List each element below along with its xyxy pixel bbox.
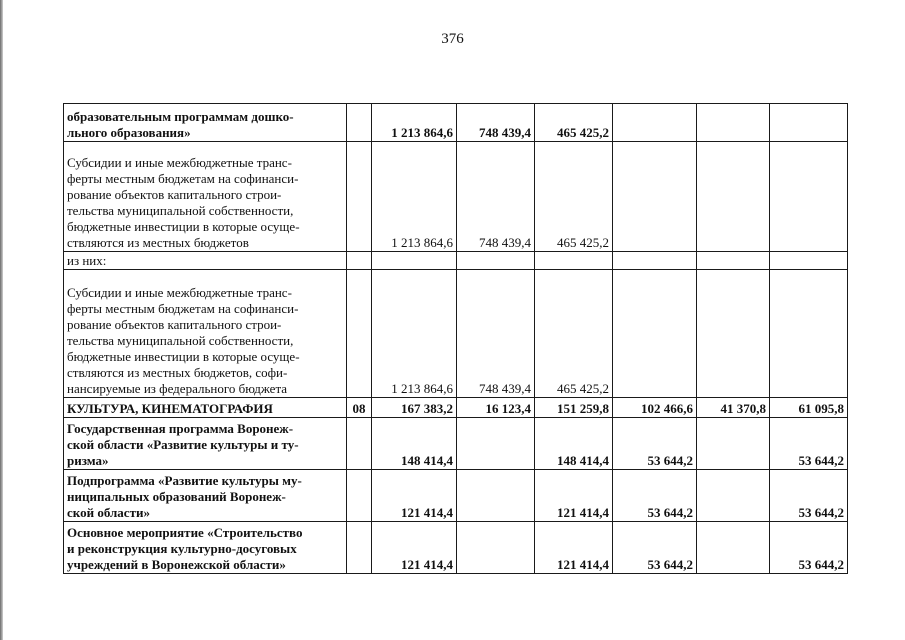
- row-name-line: Основное мероприятие «Строительство: [67, 525, 303, 540]
- regional-column-cell: 148 414,4: [535, 418, 613, 470]
- table-row: [64, 470, 848, 522]
- row-name-cell: [64, 104, 347, 142]
- total-2-column-cell: 53 644,2: [613, 470, 697, 522]
- row-name-cell: [64, 252, 347, 270]
- regional-2-column-cell: [770, 252, 848, 270]
- federal-column-cell: 748 439,4: [457, 104, 535, 142]
- regional-column-cell: 465 425,2: [535, 270, 613, 398]
- row-name-line: и реконструкция культурно-досуговых: [67, 541, 297, 556]
- federal-2-column-cell: [697, 142, 770, 252]
- row-name-cell: [64, 270, 347, 398]
- table-row: [64, 522, 848, 574]
- section-code-cell: [347, 418, 372, 470]
- regional-2-column-cell: [770, 142, 848, 252]
- row-name-cell: [64, 418, 347, 470]
- table-row: [64, 142, 848, 252]
- row-name-line: ствляются из местных бюджетов, софи-: [67, 365, 288, 380]
- federal-column-cell: 748 439,4: [457, 142, 535, 252]
- row-name-line: ской области»: [67, 505, 150, 520]
- page-number: 376: [441, 31, 464, 47]
- federal-2-column-cell: [697, 104, 770, 142]
- regional-column-cell: 121 414,4: [535, 470, 613, 522]
- total-column-cell: [372, 252, 457, 270]
- federal-2-column-cell: [697, 270, 770, 398]
- federal-2-column-cell: [697, 470, 770, 522]
- row-name-line: образовательным программам дошко-: [67, 109, 294, 124]
- budget-table: [63, 103, 848, 574]
- row-name-line: рование объектов капитального строи-: [67, 317, 282, 332]
- federal-2-column-cell: [697, 522, 770, 574]
- regional-column-cell: 121 414,4: [535, 522, 613, 574]
- table-row: [64, 252, 848, 270]
- total-column-cell: 1 213 864,6: [372, 142, 457, 252]
- row-name-line: нансируемые из федерального бюджета: [67, 381, 288, 396]
- row-name-line: Подпрограмма «Развитие культуры му-: [67, 473, 302, 488]
- regional-column-cell: 465 425,2: [535, 142, 613, 252]
- row-name-line: Государственная программа Воронеж-: [67, 421, 294, 436]
- row-name-cell: [64, 142, 347, 252]
- row-name-line: ферты местным бюджетам на софинанси-: [67, 301, 299, 316]
- total-column-cell: 148 414,4: [372, 418, 457, 470]
- total-2-column-cell: [613, 142, 697, 252]
- federal-column-cell: [457, 252, 535, 270]
- row-name-cell: [64, 522, 347, 574]
- federal-2-column-cell: [697, 418, 770, 470]
- row-name-line: КУЛЬТУРА, КИНЕМАТОГРАФИЯ: [67, 401, 273, 416]
- row-name-line: бюджетные инвестиции в которые осуще-: [67, 349, 300, 364]
- row-name-line: рование объектов капитального строи-: [67, 187, 282, 202]
- regional-2-column-cell: 53 644,2: [770, 470, 848, 522]
- scan-edge-shadow: [0, 0, 3, 640]
- regional-2-column-cell: 53 644,2: [770, 418, 848, 470]
- total-2-column-cell: 53 644,2: [613, 522, 697, 574]
- row-name-line: тельства муниципальной собственности,: [67, 333, 294, 348]
- federal-column-cell: 748 439,4: [457, 270, 535, 398]
- total-2-column-cell: 102 466,6: [613, 398, 697, 418]
- section-code-cell: [347, 104, 372, 142]
- table-row: [64, 398, 848, 418]
- regional-2-column-cell: 61 095,8: [770, 398, 848, 418]
- row-name-line: ниципальных образований Воронеж-: [67, 489, 286, 504]
- federal-column-cell: 16 123,4: [457, 398, 535, 418]
- row-name-line: ризма»: [67, 453, 109, 468]
- row-name-line: учреждений в Воронежской области»: [67, 557, 286, 572]
- section-code-cell: [347, 142, 372, 252]
- row-name-line: тельства муниципальной собственности,: [67, 203, 294, 218]
- row-name-line: льного образования»: [67, 125, 191, 140]
- regional-2-column-cell: [770, 104, 848, 142]
- total-column-cell: 167 383,2: [372, 398, 457, 418]
- row-name-cell: [64, 470, 347, 522]
- table-row: [64, 270, 848, 398]
- federal-column-cell: [457, 470, 535, 522]
- section-code-cell: 08: [347, 398, 372, 418]
- total-2-column-cell: [613, 252, 697, 270]
- regional-column-cell: 465 425,2: [535, 104, 613, 142]
- total-2-column-cell: 53 644,2: [613, 418, 697, 470]
- row-name-cell: [64, 398, 347, 418]
- federal-column-cell: [457, 418, 535, 470]
- row-name-line: Субсидии и иные межбюджетные транс-: [67, 285, 292, 300]
- regional-column-cell: [535, 252, 613, 270]
- section-code-cell: [347, 270, 372, 398]
- total-column-cell: 1 213 864,6: [372, 270, 457, 398]
- row-name-line: ской области «Развитие культуры и ту-: [67, 437, 299, 452]
- regional-2-column-cell: [770, 270, 848, 398]
- federal-column-cell: [457, 522, 535, 574]
- regional-2-column-cell: 53 644,2: [770, 522, 848, 574]
- section-code-cell: [347, 470, 372, 522]
- row-name-line: Субсидии и иные межбюджетные транс-: [67, 155, 292, 170]
- budget-table-body: [64, 104, 848, 574]
- table-row: [64, 104, 848, 142]
- section-code-cell: [347, 252, 372, 270]
- table-row: [64, 418, 848, 470]
- total-column-cell: 1 213 864,6: [372, 104, 457, 142]
- row-name-line: ствляются из местных бюджетов: [67, 235, 249, 250]
- regional-column-cell: 151 259,8: [535, 398, 613, 418]
- federal-2-column-cell: [697, 252, 770, 270]
- total-2-column-cell: [613, 104, 697, 142]
- federal-2-column-cell: 41 370,8: [697, 398, 770, 418]
- row-name-line: бюджетные инвестиции в которые осуще-: [67, 219, 300, 234]
- total-2-column-cell: [613, 270, 697, 398]
- row-name-line: из них:: [67, 253, 107, 268]
- total-column-cell: 121 414,4: [372, 470, 457, 522]
- section-code-cell: [347, 522, 372, 574]
- total-column-cell: 121 414,4: [372, 522, 457, 574]
- row-name-line: ферты местным бюджетам на софинанси-: [67, 171, 299, 186]
